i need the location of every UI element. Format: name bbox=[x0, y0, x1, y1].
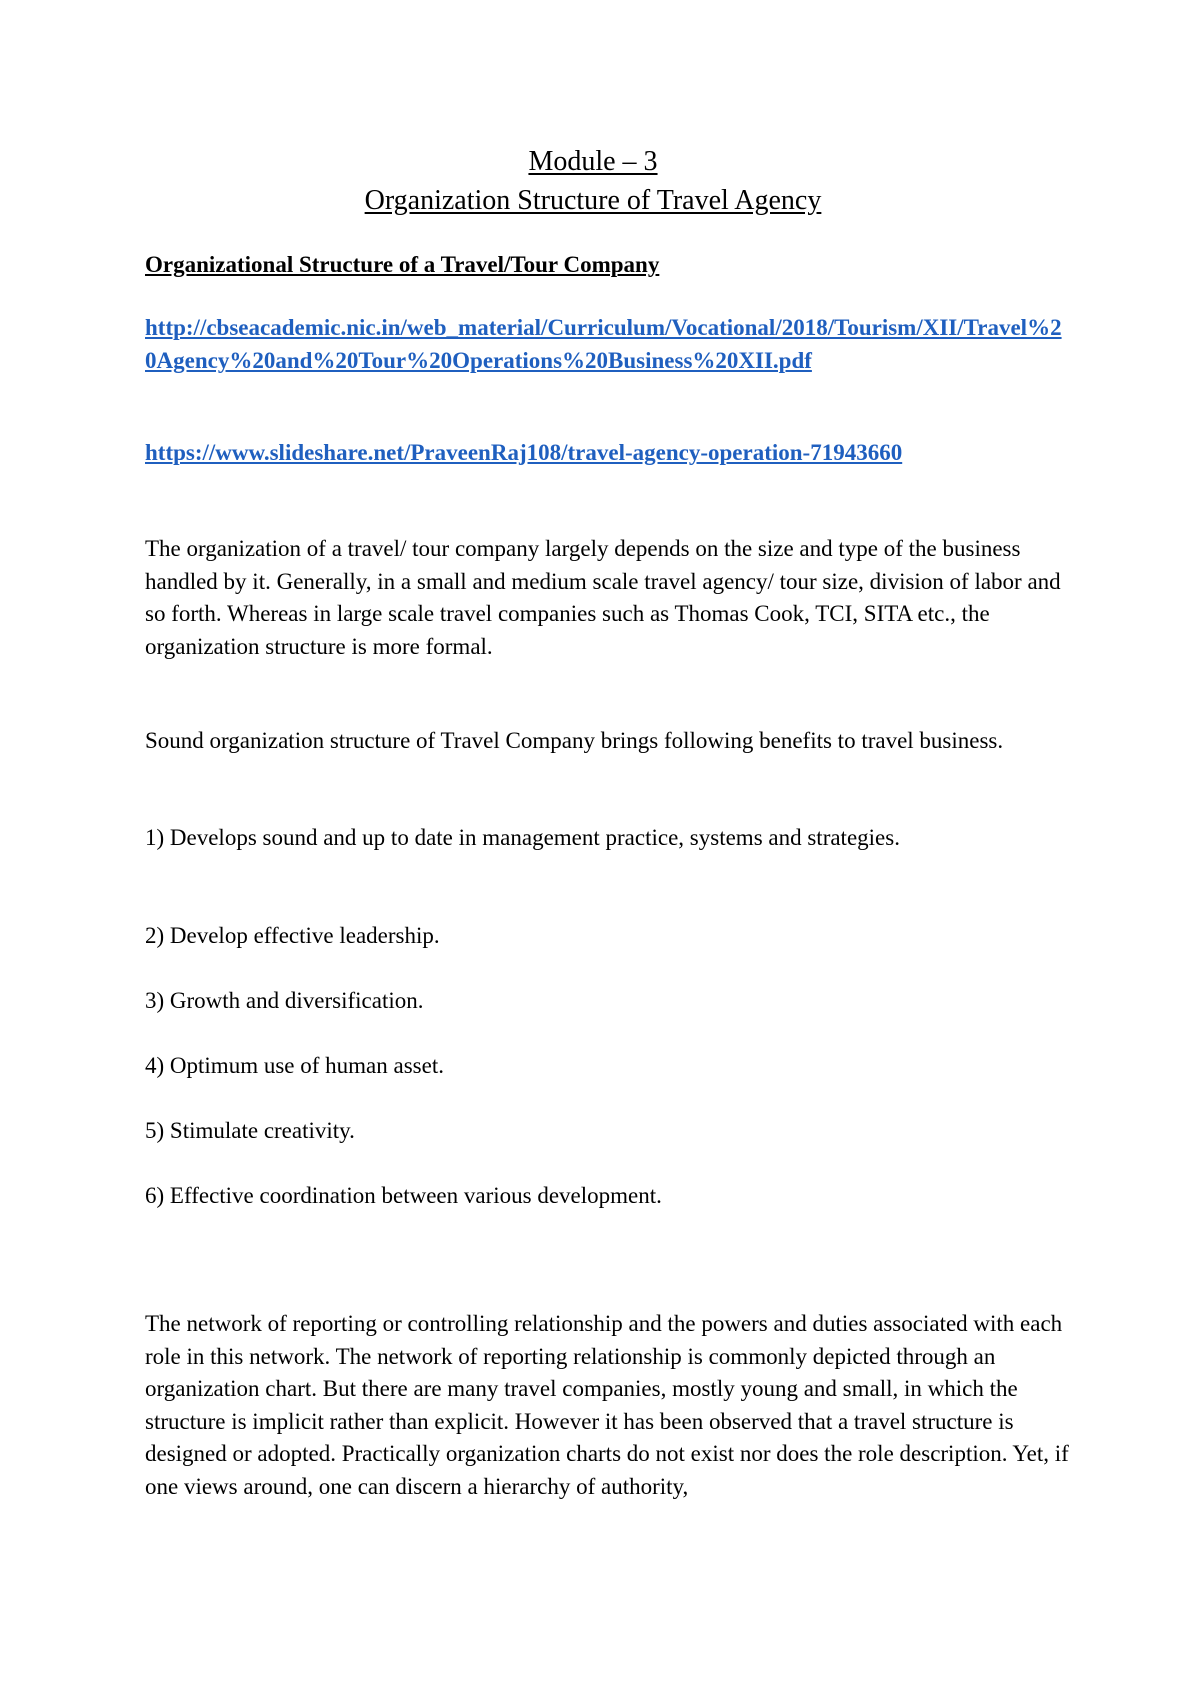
benefits-intro-paragraph: Sound organization structure of Travel Company brings following benefits to travel business. bbox=[145, 728, 1004, 753]
cbse-link[interactable]: http://cbseacademic.nic.in/web_material/Curriculum/Vocational/2018/Tourism/XII/Travel%20Agency%20and%20Tour%20Operations%20Business%20XII.pdf bbox=[145, 315, 1062, 373]
benefit-item: 2) Develop effective leadership. bbox=[145, 923, 440, 948]
slideshare-link[interactable]: https://www.slideshare.net/PraveenRaj108/travel-agency-operation-71943660 bbox=[145, 440, 903, 465]
intro-paragraph: The organization of a travel/ tour company largely depends on the size and type of the business handled by it. Generally, in a small and medium scale travel agency/ tour size, division of labor and so forth. Whereas in large scale travel companies such as Thomas Cook, TCI, SITA etc., the organization structure is more formal. bbox=[145, 536, 1061, 659]
benefit-item: 1) Develops sound and up to date in management practice, systems and strategies. bbox=[145, 825, 900, 850]
benefit-item: 6) Effective coordination between various development. bbox=[145, 1183, 662, 1208]
main-title: Organization Structure of Travel Agency bbox=[364, 185, 822, 216]
module-title: Module – 3 bbox=[528, 146, 658, 177]
benefit-item: 5) Stimulate creativity. bbox=[145, 1118, 355, 1143]
benefit-item: 4) Optimum use of human asset. bbox=[145, 1053, 444, 1078]
section-heading: Organizational Structure of a Travel/Tour Company bbox=[145, 252, 660, 277]
benefit-item: 3) Growth and diversification. bbox=[145, 988, 424, 1013]
network-paragraph: The network of reporting or controlling relationship and the powers and duties associated with each role in this network. The network of reporting relationship is commonly depicted through an organization chart. But there are many travel companies, mostly young and small, in which the structure is implicit rather than explicit. However it has been observed that a travel structure is designed or adopted. Practically organization charts do not exist nor does the role description. Yet, if one views around, one can discern a hierarchy of authority, bbox=[145, 1311, 1069, 1499]
